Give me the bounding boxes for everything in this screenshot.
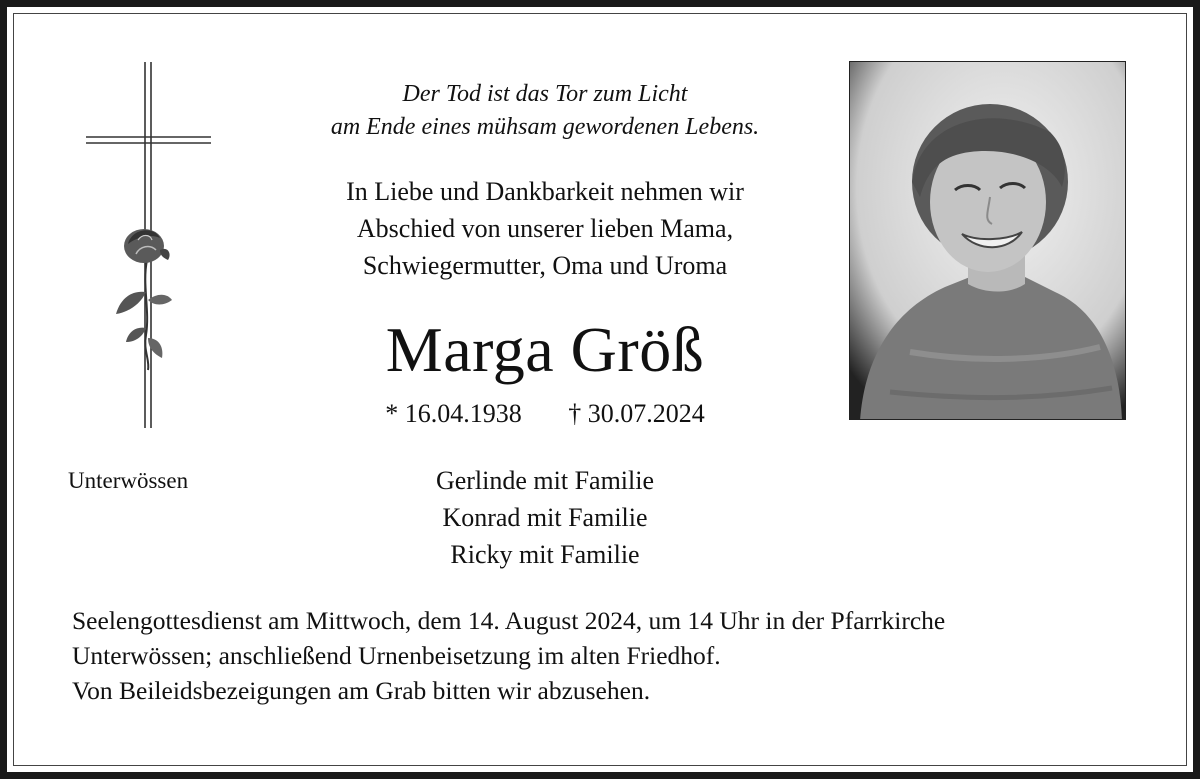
service-line-3: Von Beileidsbezeigungen am Grab bitten wir abzusehen.	[72, 676, 651, 705]
deceased-name: Marga Größ	[385, 314, 705, 385]
service-info	[72, 603, 1142, 708]
intro-line-2: Abschied von unserer lieben Mama,	[356, 214, 734, 243]
mourners-list	[250, 462, 840, 573]
mourner-item: Ricky mit Familie	[450, 540, 640, 569]
motto-line-2: am Ende eines mühsam gewordenen Lebens.	[330, 114, 760, 140]
intro-text	[250, 173, 840, 284]
mourner-item: Konrad mit Familie	[442, 503, 648, 532]
cross-with-rose-icon	[80, 60, 220, 435]
motto	[250, 78, 840, 144]
life-dates	[250, 396, 840, 432]
service-line-1: Seelengottesdienst am Mittwoch, dem 14. August 2024, um 14 Uhr in der Pfarrkirche	[72, 606, 946, 635]
death-date: † 30.07.2024	[568, 399, 705, 428]
birth-date: * 16.04.1938	[385, 399, 522, 428]
intro-line-1: In Liebe und Dankbarkeit nehmen wir	[346, 177, 744, 206]
place-name: Unterwössen	[68, 468, 189, 493]
motto-line-1: Der Tod ist das Tor zum Licht	[402, 81, 688, 107]
mourner-item: Gerlinde mit Familie	[435, 466, 655, 495]
intro-line-3: Schwiegermutter, Oma und Uroma	[362, 251, 728, 280]
portrait-photo	[849, 61, 1126, 420]
service-line-2: Unterwössen; anschließend Urnenbeisetzung im alten Friedhof.	[72, 641, 721, 670]
